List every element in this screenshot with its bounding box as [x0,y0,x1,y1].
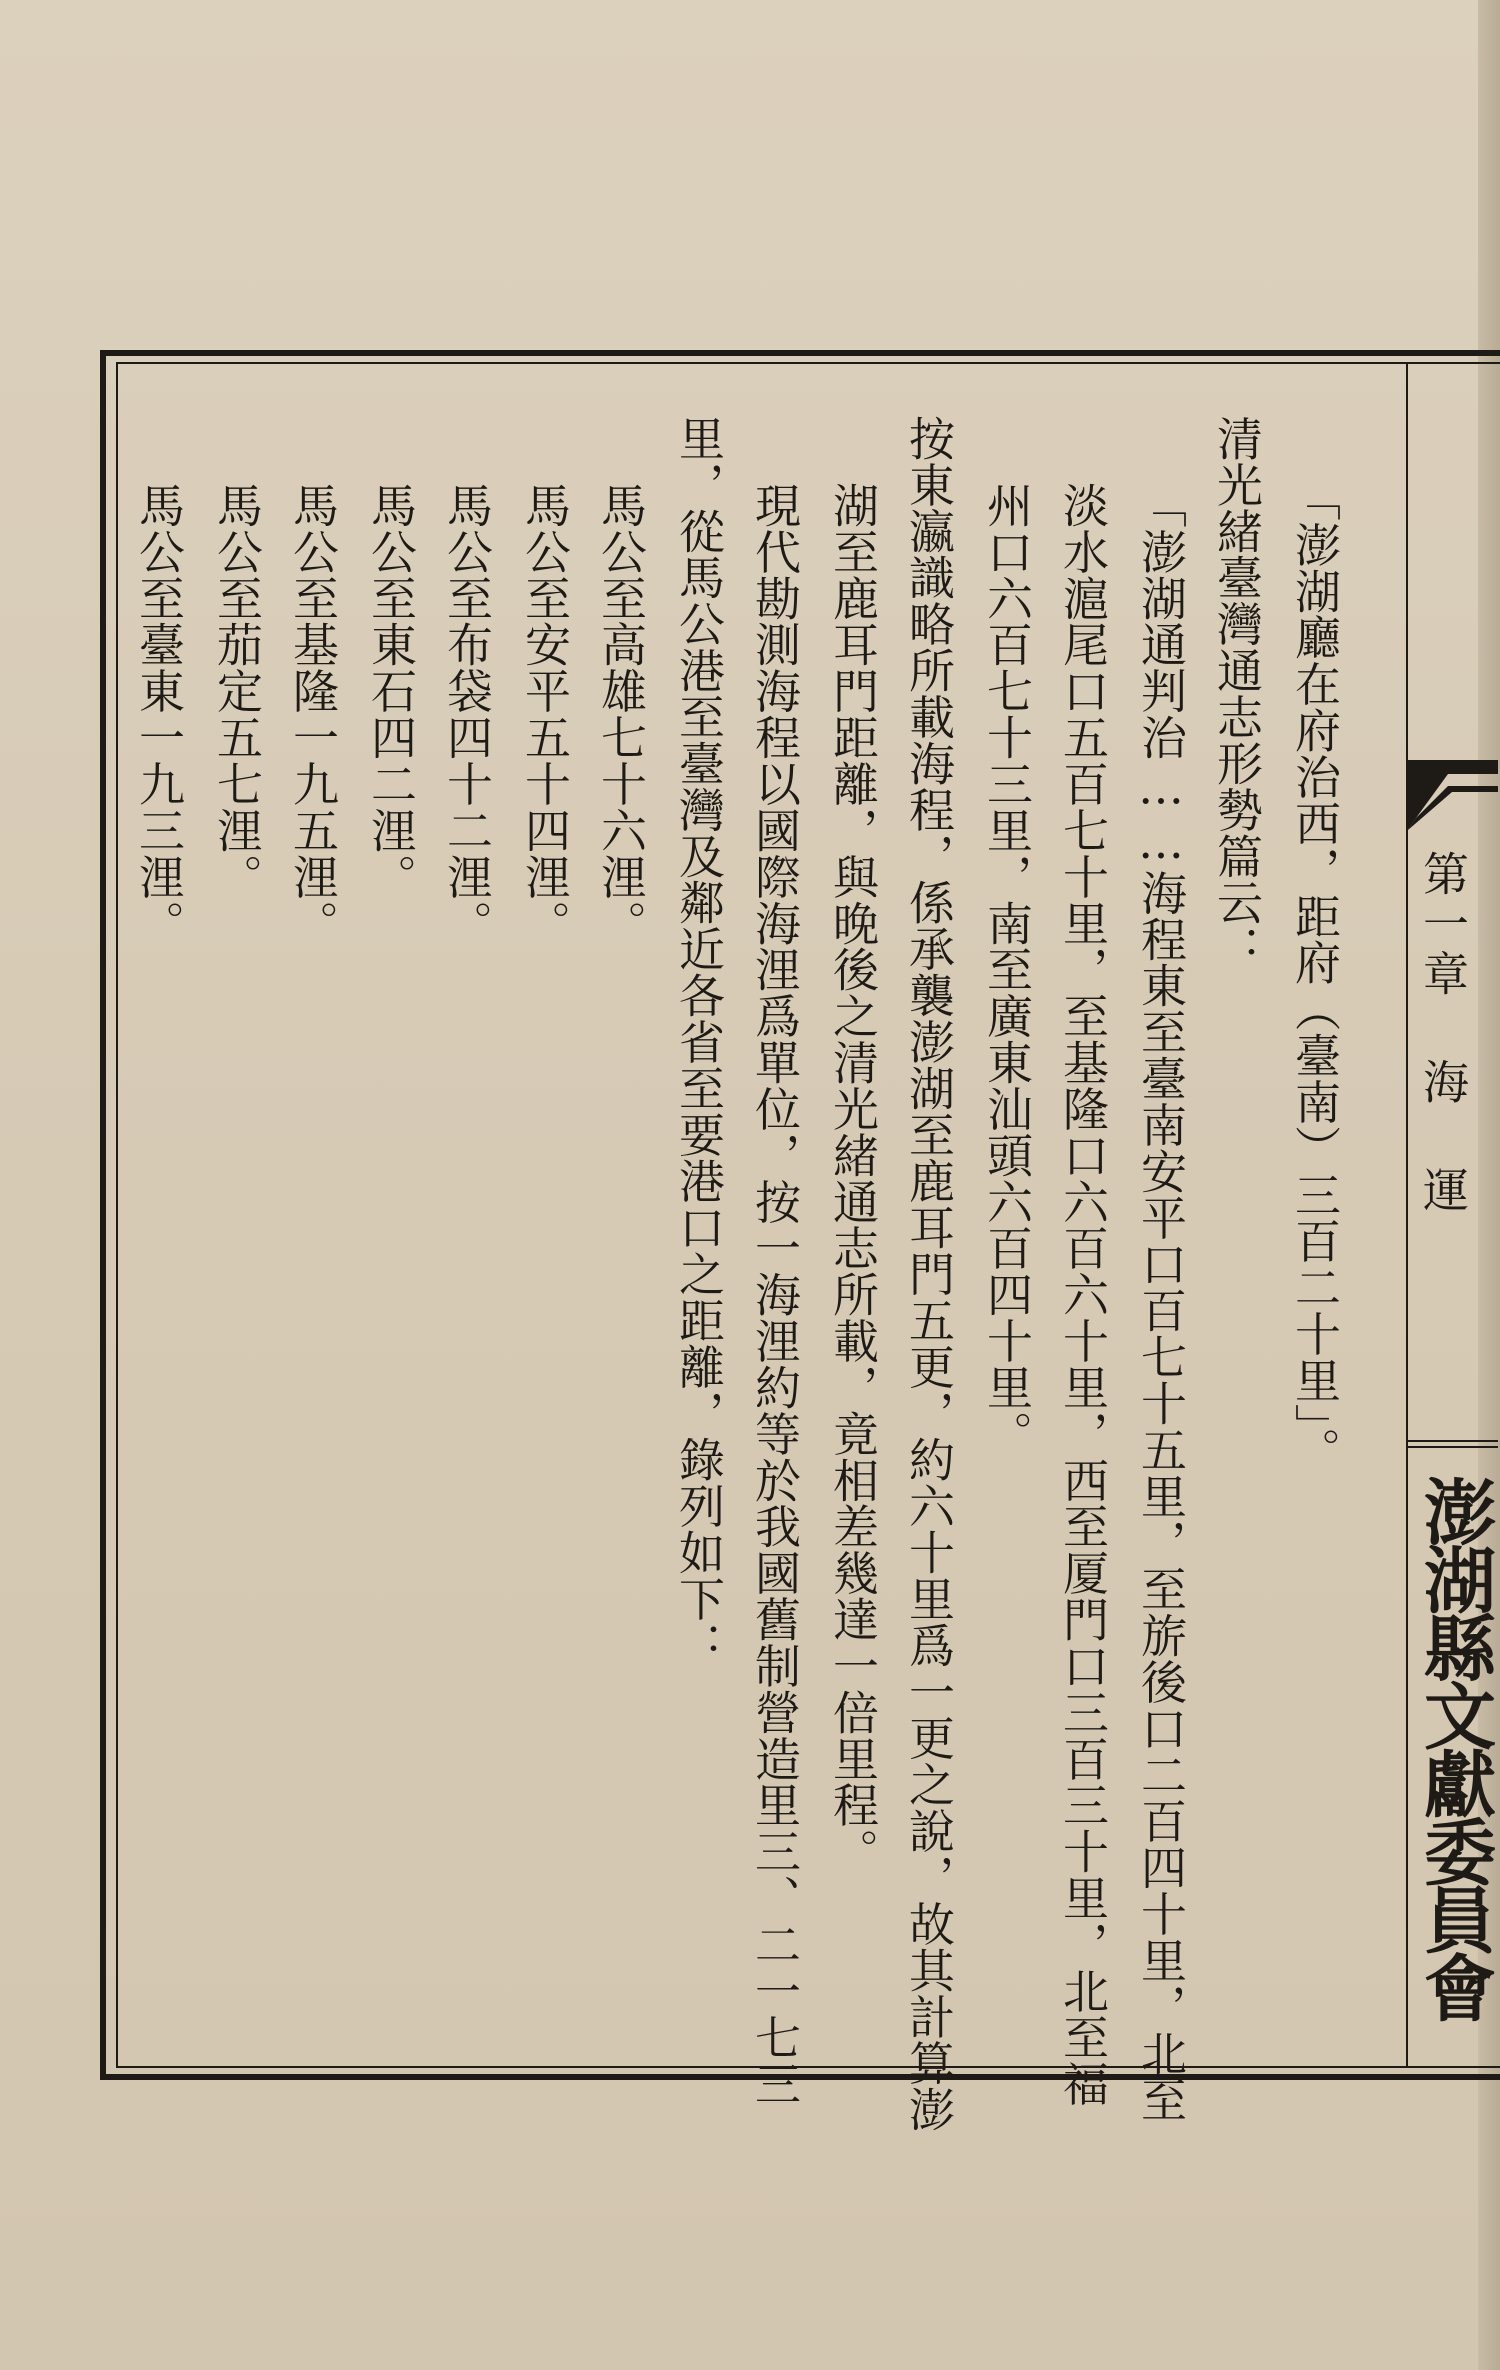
list-item-dongshi: 馬公至東石四二浬。 [364,482,418,900]
text-column-9: 里，從馬公港至臺灣及鄰近各省至要港口之距離，錄列如下： [672,415,726,1669]
list-item-taitung: 馬公至臺東一九三浬。 [132,482,186,947]
chapter-heading: 第一章 海 運 [1416,850,1470,1216]
publisher-name: 澎湖縣文獻委員會 [1412,1475,1497,2019]
text-column-1: 「澎湖廳在府治西，距府（臺南）三百二十里」。 [1288,475,1342,1474]
list-item-anping: 馬公至安平五十四浬。 [518,482,572,947]
text-column-7: 湖至鹿耳門距離，與晚後之清光緒通志所載，竟相差幾達一倍里程。 [826,482,880,1875]
text-column-3: 「澎湖通判治……海程東至臺南安平口百七十五里，至旂後口二百四十里，北至 [1134,482,1188,2123]
list-item-keelung: 馬公至基隆一九五浬。 [286,482,340,947]
list-item-kaohsiung: 馬公至高雄七十六浬。 [594,482,648,947]
text-column-8: 現代勘測海程以國際海浬爲單位，按一海浬約等於我國舊制營造里三、二一七三 [748,482,802,2107]
text-column-5: 州口六百七十三里，南至廣東汕頭六百四十里。 [980,482,1034,1457]
text-column-2: 清光緒臺灣通志形勢篇云： [1210,415,1264,973]
header-divider [1408,1440,1498,1448]
fishtail-marker-icon [1408,760,1498,830]
text-column-6: 按東瀛識略所載海程，係承襲澎湖至鹿耳門五更，約六十里爲一更之說，故其計算澎 [902,415,956,2133]
list-item-budai: 馬公至布袋四十二浬。 [440,482,494,947]
text-column-4: 淡水滬尾口五百七十里，至基隆口六百六十里，西至厦門口三百三十里，北至福 [1056,482,1110,2107]
margin-rule [1406,364,1408,2066]
list-item-qieding: 馬公至茄定五七浬。 [210,482,264,900]
